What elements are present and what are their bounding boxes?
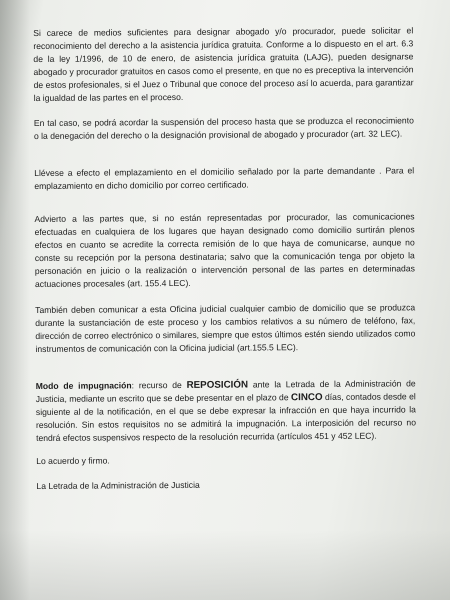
- page-shadow-bottom: [0, 530, 450, 600]
- paragraph-change-of-address: También deben comunicar a esta Oficina judicial cualquier cambio de domicilio que se produzca durante la sustanciación de este proceso y los cambios relativos a su número de teléfono, fax, dirección de correo electrónico o similares, siempre que estos últimos estén siendo utilizados como instrumentos de comunicación con la Oficina judicial (art.155.5 LEC).: [35, 301, 416, 354]
- appeal-text-2: ante la Letrada de la Administración de Justicia, mediante un escrito que se debe presentar en el plazo de: [35, 378, 416, 404]
- paragraph-legal-aid: Si carece de medios suficientes para designar abogado y/o procurador, puede solicitar el reconocimiento del derecho a la asistencia jurídica gratuita. Conforme a lo dispuesto en el art. 6.3 de la ley 1/1996, de 10 de enero, de asistencia jurídica gratuita (LAJG), pueden designarse abogado y procurador gratuitos en casos como el presente, en que no es preceptiva la intervención de estos profesionales, si el Juez o Tribunal que conoce del proceso así lo acuerda, para garantizar la igualdad de las partes en el proceso.: [33, 25, 414, 104]
- paragraph-appeal-method: [36, 377, 416, 445]
- appeal-days: CINCO: [290, 391, 323, 404]
- paragraph-notice-communications: Advierto a las partes que, si no están representadas por procurador, las comunicaciones efectuadas en cualquiera de los lugares que hayan designado como domicilio surtirán plenos efectos en cuanto se acredite la correcta remisión de lo que haya de comunicarse, aunque no conste su recepción por la persona destinataria; salvo que la comunicación tenga por objeto la personación en juicio o la realización o intervención personal de las partes en determinadas actuaciones procesales (art. 155.4 LEC).: [34, 211, 415, 290]
- closing-statement: Lo acuerdo y firmo.: [36, 455, 110, 467]
- page-shadow-left: [0, 0, 30, 600]
- paragraph-suspension: En tal caso, se podrá acordar la suspensión del proceso hasta que se produzca el reconocimiento o la denegación del derecho o la designación provisional de abogado y procurador (art. 32 LEC).: [33, 114, 414, 141]
- appeal-text-1: : recurso de: [131, 379, 187, 391]
- document-body: [33, 0, 416, 494]
- appeal-method-label: Modo de impugnación: [35, 380, 132, 391]
- appeal-type: REPOSICIÓN: [186, 379, 249, 391]
- appeal-text-3: días, contados desde el siguiente al de la notificación, en el que se debe expresar la infracción en que haya incurrido la resolución. Sin estos requisitos no se admitirá la impugnación. La interposición del recurso no tendrá efectos suspensivos respecto de la resolución recurrida (artículos 451 y 452 LEC).: [35, 391, 416, 444]
- paragraph-summons: Llévese a efecto el emplazamiento en el domicilio señalado por la parte demandante . Para el emplazamiento en dicho domicilio por correo certificado.: [34, 165, 415, 191]
- signatory-title: La Letrada de la Administración de Justicia: [36, 480, 200, 492]
